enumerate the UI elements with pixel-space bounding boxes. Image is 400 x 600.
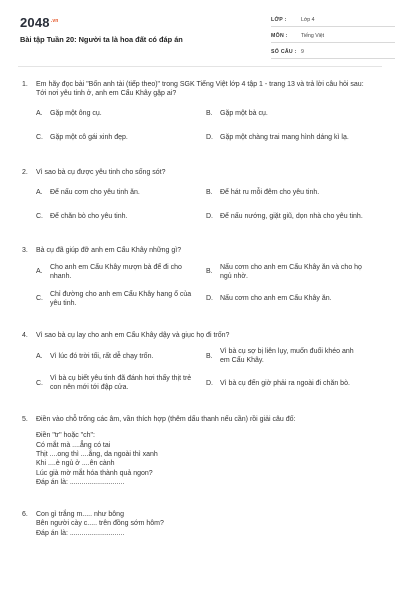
worksheet-meta <box>271 15 395 63</box>
question-text: Điền vào chỗ trống các âm, vần thích hợp (thêm dấu thanh nếu cần) rồi giải câu đố: <box>36 415 296 423</box>
question-number: 2. <box>22 168 28 176</box>
option-letter: D. <box>206 295 213 303</box>
option-c[interactable] <box>36 208 206 224</box>
question-4 <box>18 331 382 401</box>
question-list <box>18 80 382 552</box>
option-letter: D. <box>206 134 213 142</box>
question-number: 6. <box>22 510 28 518</box>
option-a[interactable] <box>36 106 206 122</box>
option-letter: A. <box>36 110 43 118</box>
option-letter: C. <box>36 379 43 387</box>
fill-line: Lúc già mờ mắt hóa thành quả ngon? <box>36 469 153 477</box>
option-letter: B. <box>206 268 213 276</box>
option-text: Vì bà cụ sợ bị liên lụy, muốn đuổi khéo anh em Cẩu Khây. <box>220 347 354 365</box>
option-letter: B. <box>206 352 213 360</box>
option-text: Nấu cơm cho anh em Cẩu Khây ăn. <box>220 295 332 303</box>
option-c[interactable] <box>36 374 206 393</box>
option-letter: A. <box>36 352 43 360</box>
option-d[interactable] <box>206 130 376 146</box>
option-letter: A. <box>36 268 43 276</box>
meta-key: SỐ CÂU : <box>271 49 297 55</box>
option-letter: C. <box>36 295 43 303</box>
fill-line: Có mắt mà ....ẳng có tai <box>36 441 111 449</box>
question-text: Con gì trắng m..... như bông <box>36 510 124 518</box>
site-logo[interactable] <box>20 14 59 32</box>
question-5 <box>18 415 382 488</box>
fill-in-lines <box>36 519 382 538</box>
option-letter: B. <box>206 110 213 118</box>
question-number: 1. <box>22 81 28 88</box>
answer-options <box>36 106 382 154</box>
fill-line: Khi ....è ngủ ở ....ên cành <box>36 460 115 468</box>
option-text: Gặp một chàng trai mang hình dáng kì lạ. <box>220 134 349 142</box>
option-text: Để chăn bò cho yêu tinh. <box>50 212 128 220</box>
logo-suffix: .vn <box>50 18 59 24</box>
option-text: Chỉ đường cho anh em Cẩu Khây hang ổ của yêu tinh. <box>50 290 192 308</box>
option-letter: D. <box>206 212 213 220</box>
meta-value: Lớp 4 <box>301 17 315 23</box>
question-text: Vì sao bà cụ lay cho anh em Cẩu Khây dậy và giục họ đi trốn? <box>36 331 230 339</box>
option-text: Gặp một ông cụ. <box>50 110 102 118</box>
question-3 <box>18 246 382 316</box>
option-letter: D. <box>206 379 213 387</box>
option-c[interactable] <box>36 130 206 146</box>
question-text: Vì sao bà cụ được yêu tinh cho sống sót? <box>36 168 166 176</box>
option-c[interactable] <box>36 290 206 309</box>
option-text: Vì bà cụ biết yêu tinh đã đánh hơi thấy thịt trẻ con nên mới tới đập cửa. <box>50 374 192 392</box>
worksheet-title: Bài tập Tuần 20: Người ta là hoa đất có đáp án <box>20 35 183 44</box>
option-a[interactable] <box>36 263 206 282</box>
worksheet-header <box>18 14 382 70</box>
fill-line: Điền "tr" hoặc "ch": <box>36 432 95 440</box>
option-letter: B. <box>206 188 213 196</box>
option-d[interactable] <box>206 374 376 393</box>
fill-in-lines <box>36 431 382 488</box>
option-letter: A. <box>36 188 43 196</box>
question-1 <box>18 80 382 154</box>
meta-row-question-count <box>271 47 395 59</box>
option-text: Vì lúc đó trời tối, rất dễ chạy trốn. <box>50 352 154 360</box>
option-text: Để nấu cơm cho yêu tinh ăn. <box>50 188 140 196</box>
question-text: Bà cụ đã giúp đỡ anh em Cẩu Khây những gì? <box>36 247 182 255</box>
option-text: Nấu cơm cho anh em Cẩu Khây ăn và cho họ ngủ nhờ. <box>220 263 362 281</box>
question-number: 5. <box>22 415 28 423</box>
question-2 <box>18 168 382 232</box>
option-b[interactable] <box>206 263 376 282</box>
option-text: Gặp một bà cụ. <box>220 110 268 118</box>
header-divider <box>18 66 382 67</box>
question-number: 3. <box>22 247 28 255</box>
option-text: Để hát ru mỗi đêm cho yêu tinh. <box>220 188 320 196</box>
fill-line: Bên người cày c..... trên đồng sớm hôm? <box>36 520 164 528</box>
meta-key: MÔN : <box>271 33 288 39</box>
option-b[interactable] <box>206 106 376 122</box>
option-text: Cho anh em Cẩu Khây mượn bà để đi cho nhanh. <box>50 263 182 281</box>
meta-row-class <box>271 15 395 27</box>
option-b[interactable] <box>206 347 376 366</box>
logo-text: 2048 <box>20 15 50 30</box>
meta-key: LỚP : <box>271 17 287 23</box>
fill-line: Thịt ....ong thì ....ắng, da ngoài thì xanh <box>36 451 158 458</box>
meta-value: Tiếng Việt <box>301 33 325 39</box>
question-6 <box>18 510 382 538</box>
option-a[interactable] <box>36 184 206 200</box>
answer-line[interactable]: Đáp án là: ............................ <box>36 479 125 487</box>
answer-line[interactable]: Đáp án là: ............................ <box>36 529 125 537</box>
option-text: Vì bà cụ đến giờ phải ra ngoài đi chăn bò. <box>220 379 350 387</box>
option-text: Gặp một cô gái xinh đẹp. <box>50 134 128 142</box>
option-b[interactable] <box>206 184 376 200</box>
question-text: Em hãy đọc bài "Bốn anh tài (tiếp theo)" trong SGK Tiếng Việt lớp 4 tập 1 - trang 13 và trả lời câu hỏi sau: Tới nơi yêu tinh ở, anh em Cẩu Khây gặp ai? <box>36 81 364 98</box>
meta-row-subject <box>271 31 395 43</box>
option-d[interactable] <box>206 208 376 224</box>
meta-value: 9 <box>301 49 304 55</box>
option-d[interactable] <box>206 290 376 309</box>
answer-options <box>36 263 382 317</box>
question-number: 4. <box>22 331 28 339</box>
option-letter: C. <box>36 212 43 220</box>
option-a[interactable] <box>36 347 206 366</box>
option-text: Để nấu nướng, giặt giũ, dọn nhà cho yêu tinh. <box>220 212 363 220</box>
option-letter: C. <box>36 134 43 142</box>
answer-options <box>36 184 382 232</box>
answer-options <box>36 347 382 401</box>
